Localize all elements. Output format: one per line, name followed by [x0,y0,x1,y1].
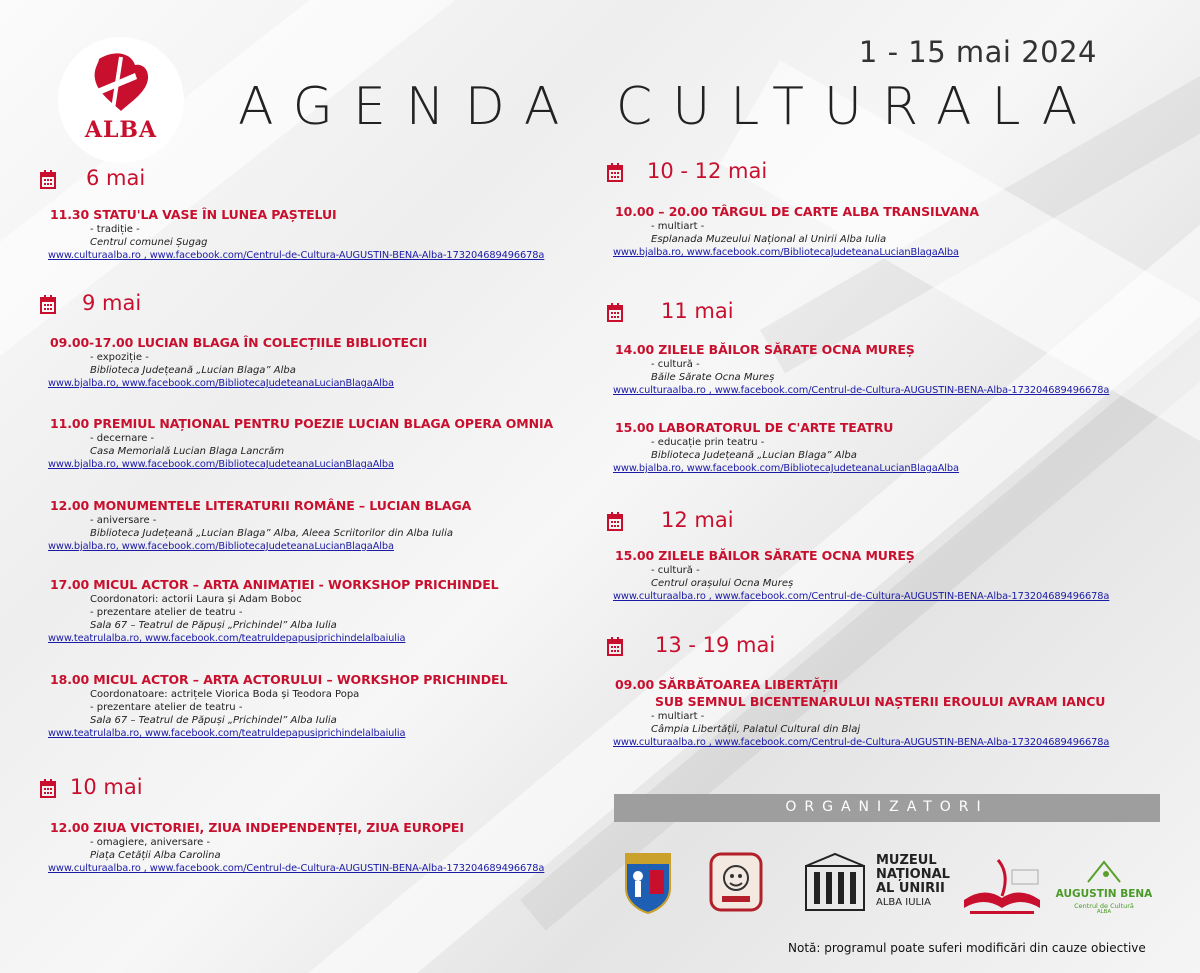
event-detail: - multiart - [651,221,705,232]
event-title: 10.00 – 20.00 TÂRGUL DE CARTE ALBA TRANSILVANA [615,204,979,219]
house-music-icon [1054,856,1154,886]
museum-name-line: AL UNIRII [876,881,945,896]
event-links[interactable]: www.culturaalba.ro , www.facebook.com/Centrul-de-Cultura-AUGUSTIN-BENA-Alba-173204689496678a [613,385,1110,396]
event-title: 12.00 MONUMENTELE LITERATURII ROMÂNE – LUCIAN BLAGA [50,498,472,513]
augustin-bena-logo [1054,856,1154,916]
event-location: Centrul orașului Ocna Mureș [651,578,794,589]
event-item [50,334,427,390]
calendar-icon [607,637,623,656]
event-title-line2: SUB SEMNUL BICENTENARULUI NAȘTERII EROULUI AVRAM IANCU [655,694,1106,709]
museum-name-line: NAȚIONAL [876,867,950,882]
event-detail: - multiart - [651,711,705,722]
event-detail: Coordonatoare: actrițele Viorica Boda și Teodora Popa [90,689,360,700]
event-links[interactable]: www.teatrulalba.ro, www.facebook.com/teatruldepapusiprichindelalbaiulia [48,633,406,644]
event-title: 15.00 LABORATORUL DE C'ARTE TEATRU [615,420,894,435]
museum-name-line: MUZEUL [876,853,937,868]
day-title: 12 mai [661,508,734,532]
event-title: 11.30 STATU'LA VASE ÎN LUNEA PAȘTELUI [50,207,337,222]
logo-text: ALBA [84,117,158,143]
event-title: 14.00 ZILELE BĂILOR SĂRATE OCNA MUREȘ [615,342,915,357]
event-detail: Coordonatori: actorii Laura și Adam Boboc [90,594,302,605]
event-location: Sala 67 – Teatrul de Păpuși „Prichindel” Alba Iulia [90,620,337,631]
event-item [615,547,1109,603]
national-union-museum-logo [800,852,948,914]
event-title: 12.00 ZIUA VICTORIEI, ZIUA INDEPENDENȚEI, ZIUA EUROPEI [50,820,464,835]
event-links[interactable]: www.bjalba.ro, www.facebook.com/BibliotecaJudeteanaLucianBlagaAlba [48,459,394,470]
prichindel-theatre-logo-icon [708,850,764,914]
event-detail: - cultură - [651,359,700,370]
augustin-bena-subtitle: Centrul de Cultură [1074,902,1134,910]
event-detail: - tradiție - [90,224,140,235]
event-item [615,676,1109,749]
event-item [615,419,959,475]
event-title: 18.00 MICUL ACTOR – ARTA ACTORULUI – WORKSHOP PRICHINDEL [50,672,508,687]
event-item [50,497,471,553]
calendar-icon [40,779,56,798]
day-title: 10 - 12 mai [647,159,768,183]
event-title: 09.00 SĂRBĂTOAREA LIBERTĂȚII [615,677,839,692]
event-location: Centrul comunei Șugag [90,237,208,248]
calendar-icon [40,295,56,314]
augustin-bena-name: AUGUSTIN BENA [1055,888,1153,900]
event-links[interactable]: www.bjalba.ro, www.facebook.com/BibliotecaJudeteanaLucianBlagaAlba [48,541,394,552]
event-title: 09.00-17.00 LUCIAN BLAGA ÎN COLECȚIILE BIBLIOTECII [50,335,428,350]
alba-mark-icon [91,49,153,113]
date-range: 1 - 15 mai 2024 [858,35,1097,69]
page-title: AGENDA CULTURALA [238,77,1098,137]
organizers-label: ORGANIZATORI [785,799,989,815]
event-links[interactable]: www.culturaalba.ro , www.facebook.com/Centrul-de-Cultura-AUGUSTIN-BENA-Alba-173204689496678a [613,591,1110,602]
disclaimer-note: Notă: programul poate suferi modificări din cauze obiective [788,941,1146,955]
event-links[interactable]: www.bjalba.ro, www.facebook.com/BibliotecaJudeteanaLucianBlagaAlba [613,247,959,258]
event-location: Esplanada Muzeului Național al Unirii Alba Iulia [651,234,887,245]
day-title: 6 mai [86,166,146,190]
alba-logo [58,37,184,163]
organizers-bar [614,794,1160,822]
event-detail: - cultură - [651,565,700,576]
event-title: 17.00 MICUL ACTOR – ARTA ANIMAȚIEI - WORKSHOP PRICHINDEL [50,577,499,592]
event-location: Casa Memorială Lucian Blaga Lancrăm [90,446,285,457]
event-links[interactable]: www.culturaalba.ro , www.facebook.com/Centrul-de-Cultura-AUGUSTIN-BENA-Alba-173204689496678a [48,863,545,874]
event-location: Sala 67 – Teatrul de Păpuși „Prichindel” Alba Iulia [90,715,337,726]
event-detail: - decernare - [90,433,155,444]
event-detail: - omagiere, aniversare - [90,837,211,848]
day-title: 11 mai [661,299,734,323]
day-title: 13 - 19 mai [655,633,776,657]
calendar-icon [607,303,623,322]
museum-name-line: ALBA IULIA [876,897,931,908]
event-detail: - prezentare atelier de teatru - [90,607,243,618]
day-title: 10 mai [70,775,143,799]
event-detail: - expoziție - [90,352,149,363]
event-detail: - prezentare atelier de teatru - [90,702,243,713]
event-location: Biblioteca Județeană „Lucian Blaga” Alba, Aleea Scriitorilor din Alba Iulia [90,528,453,539]
event-item [50,576,499,645]
augustin-bena-city: ALBA [1096,909,1112,915]
event-links[interactable]: www.culturaalba.ro , www.facebook.com/Centrul-de-Cultura-AUGUSTIN-BENA-Alba-173204689496678a [48,250,545,261]
event-links[interactable]: www.culturaalba.ro , www.facebook.com/Centrul-de-Cultura-AUGUSTIN-BENA-Alba-173204689496678a [613,737,1110,748]
calendar-icon [607,512,623,531]
event-item [50,671,507,740]
event-title: 11.00 PREMIUL NAȚIONAL PENTRU POEZIE LUCIAN BLAGA OPERA OMNIA [50,416,554,431]
event-detail: - educație prin teatru - [651,437,765,448]
calendar-icon [607,163,623,182]
event-item [50,206,544,262]
event-item [50,415,553,471]
museum-building-icon [800,852,870,914]
day-title: 9 mai [82,291,142,315]
event-location: Piața Cetății Alba Carolina [90,850,221,861]
event-location: Băile Sărate Ocna Mureș [651,372,775,383]
event-links[interactable]: www.bjalba.ro, www.facebook.com/BibliotecaJudeteanaLucianBlagaAlba [48,378,394,389]
event-detail: - aniversare - [90,515,157,526]
event-item [615,203,979,259]
alba-county-coat-of-arms-icon [624,850,672,914]
event-links[interactable]: www.bjalba.ro, www.facebook.com/BibliotecaJudeteanaLucianBlagaAlba [613,463,959,474]
calendar-icon [40,170,56,189]
event-title: 15.00 ZILELE BĂILOR SĂRATE OCNA MUREȘ [615,548,915,563]
county-library-logo-icon [958,856,1046,916]
event-location: Câmpia Libertății, Palatul Cultural din Blaj [651,724,861,735]
event-location: Biblioteca Județeană „Lucian Blaga” Alba [90,365,296,376]
event-location: Biblioteca Județeană „Lucian Blaga” Alba [651,450,857,461]
event-links[interactable]: www.teatrulalba.ro, www.facebook.com/teatruldepapusiprichindelalbaiulia [48,728,406,739]
event-item [50,819,544,875]
event-item [615,341,1109,397]
